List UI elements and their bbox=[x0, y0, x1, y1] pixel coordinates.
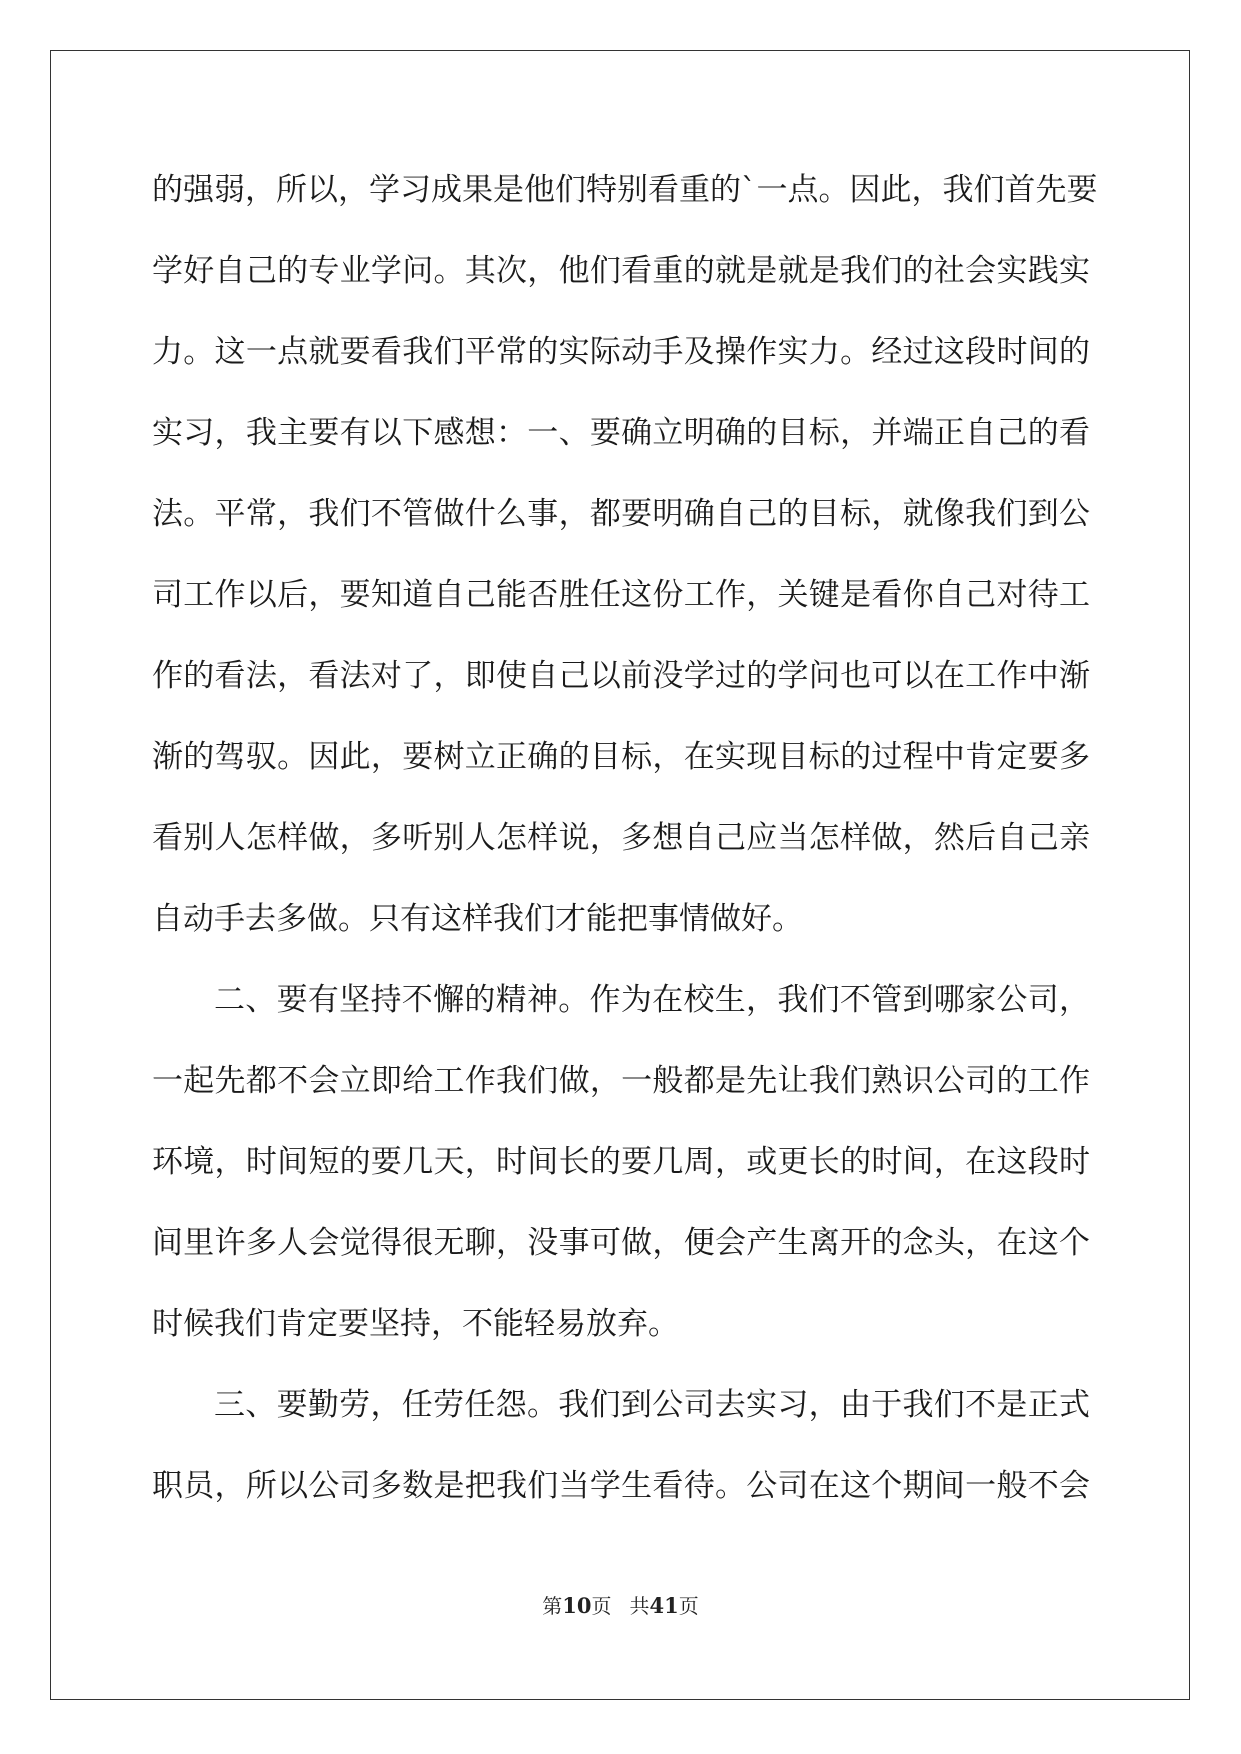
page-prefix: 第 bbox=[542, 1594, 563, 1618]
page-footer bbox=[0, 1590, 1241, 1619]
text-line: 看别人怎样做，多听别人怎样说，多想自己应当怎样做，然后自己亲 bbox=[152, 820, 1090, 856]
text-line: 法。平常，我们不管做什么事，都要明确自己的目标，就像我们到公 bbox=[152, 496, 1090, 532]
text-line: 学好自己的专业学问。其次，他们看重的就是就是我们的社会实践实 bbox=[152, 253, 1090, 289]
text-line: 的强弱，所以，学习成果是他们特别看重的`一点。因此，我们首先要 bbox=[152, 172, 1098, 208]
text-line: 间里许多人会觉得很无聊，没事可做，便会产生离开的念头，在这个 bbox=[152, 1225, 1090, 1261]
text-line: 渐的驾驭。因此，要树立正确的目标，在实现目标的过程中肯定要多 bbox=[152, 739, 1090, 775]
total-suffix: 页 bbox=[678, 1594, 699, 1618]
text-line: 职员，所以公司多数是把我们当学生看待。公司在这个期间一般不会 bbox=[152, 1468, 1090, 1504]
text-line: 力。这一点就要看我们平常的实际动手及操作实力。经过这段时间的 bbox=[152, 334, 1090, 370]
total-pages-number: 41 bbox=[649, 1593, 679, 1618]
text-line: 司工作以后，要知道自己能否胜任这份工作，关键是看你自己对待工 bbox=[152, 577, 1090, 613]
text-line: 环境，时间短的要几天，时间长的要几周，或更长的时间，在这段时 bbox=[152, 1144, 1090, 1180]
paragraph-start-line: 二、要有坚持不懈的精神。作为在校生，我们不管到哪家公司， bbox=[214, 982, 1090, 1018]
document-body bbox=[152, 150, 1098, 1527]
text-line: 自动手去多做。只有这样我们才能把事情做好。 bbox=[152, 901, 803, 937]
current-page-number: 10 bbox=[562, 1593, 592, 1618]
text-line: 一起先都不会立即给工作我们做，一般都是先让我们熟识公司的工作 bbox=[152, 1063, 1090, 1099]
text-line: 作的看法，看法对了，即使自己以前没学过的学问也可以在工作中渐 bbox=[152, 658, 1090, 694]
text-line: 实习，我主要有以下感想：一、要确立明确的目标，并端正自己的看 bbox=[152, 415, 1090, 451]
paragraph-start-line: 三、要勤劳，任劳任怨。我们到公司去实习，由于我们不是正式 bbox=[214, 1387, 1090, 1423]
total-prefix: 共 bbox=[629, 1594, 650, 1618]
text-line: 时候我们肯定要坚持，不能轻易放弃。 bbox=[152, 1306, 679, 1342]
page-word: 页 bbox=[591, 1594, 612, 1618]
